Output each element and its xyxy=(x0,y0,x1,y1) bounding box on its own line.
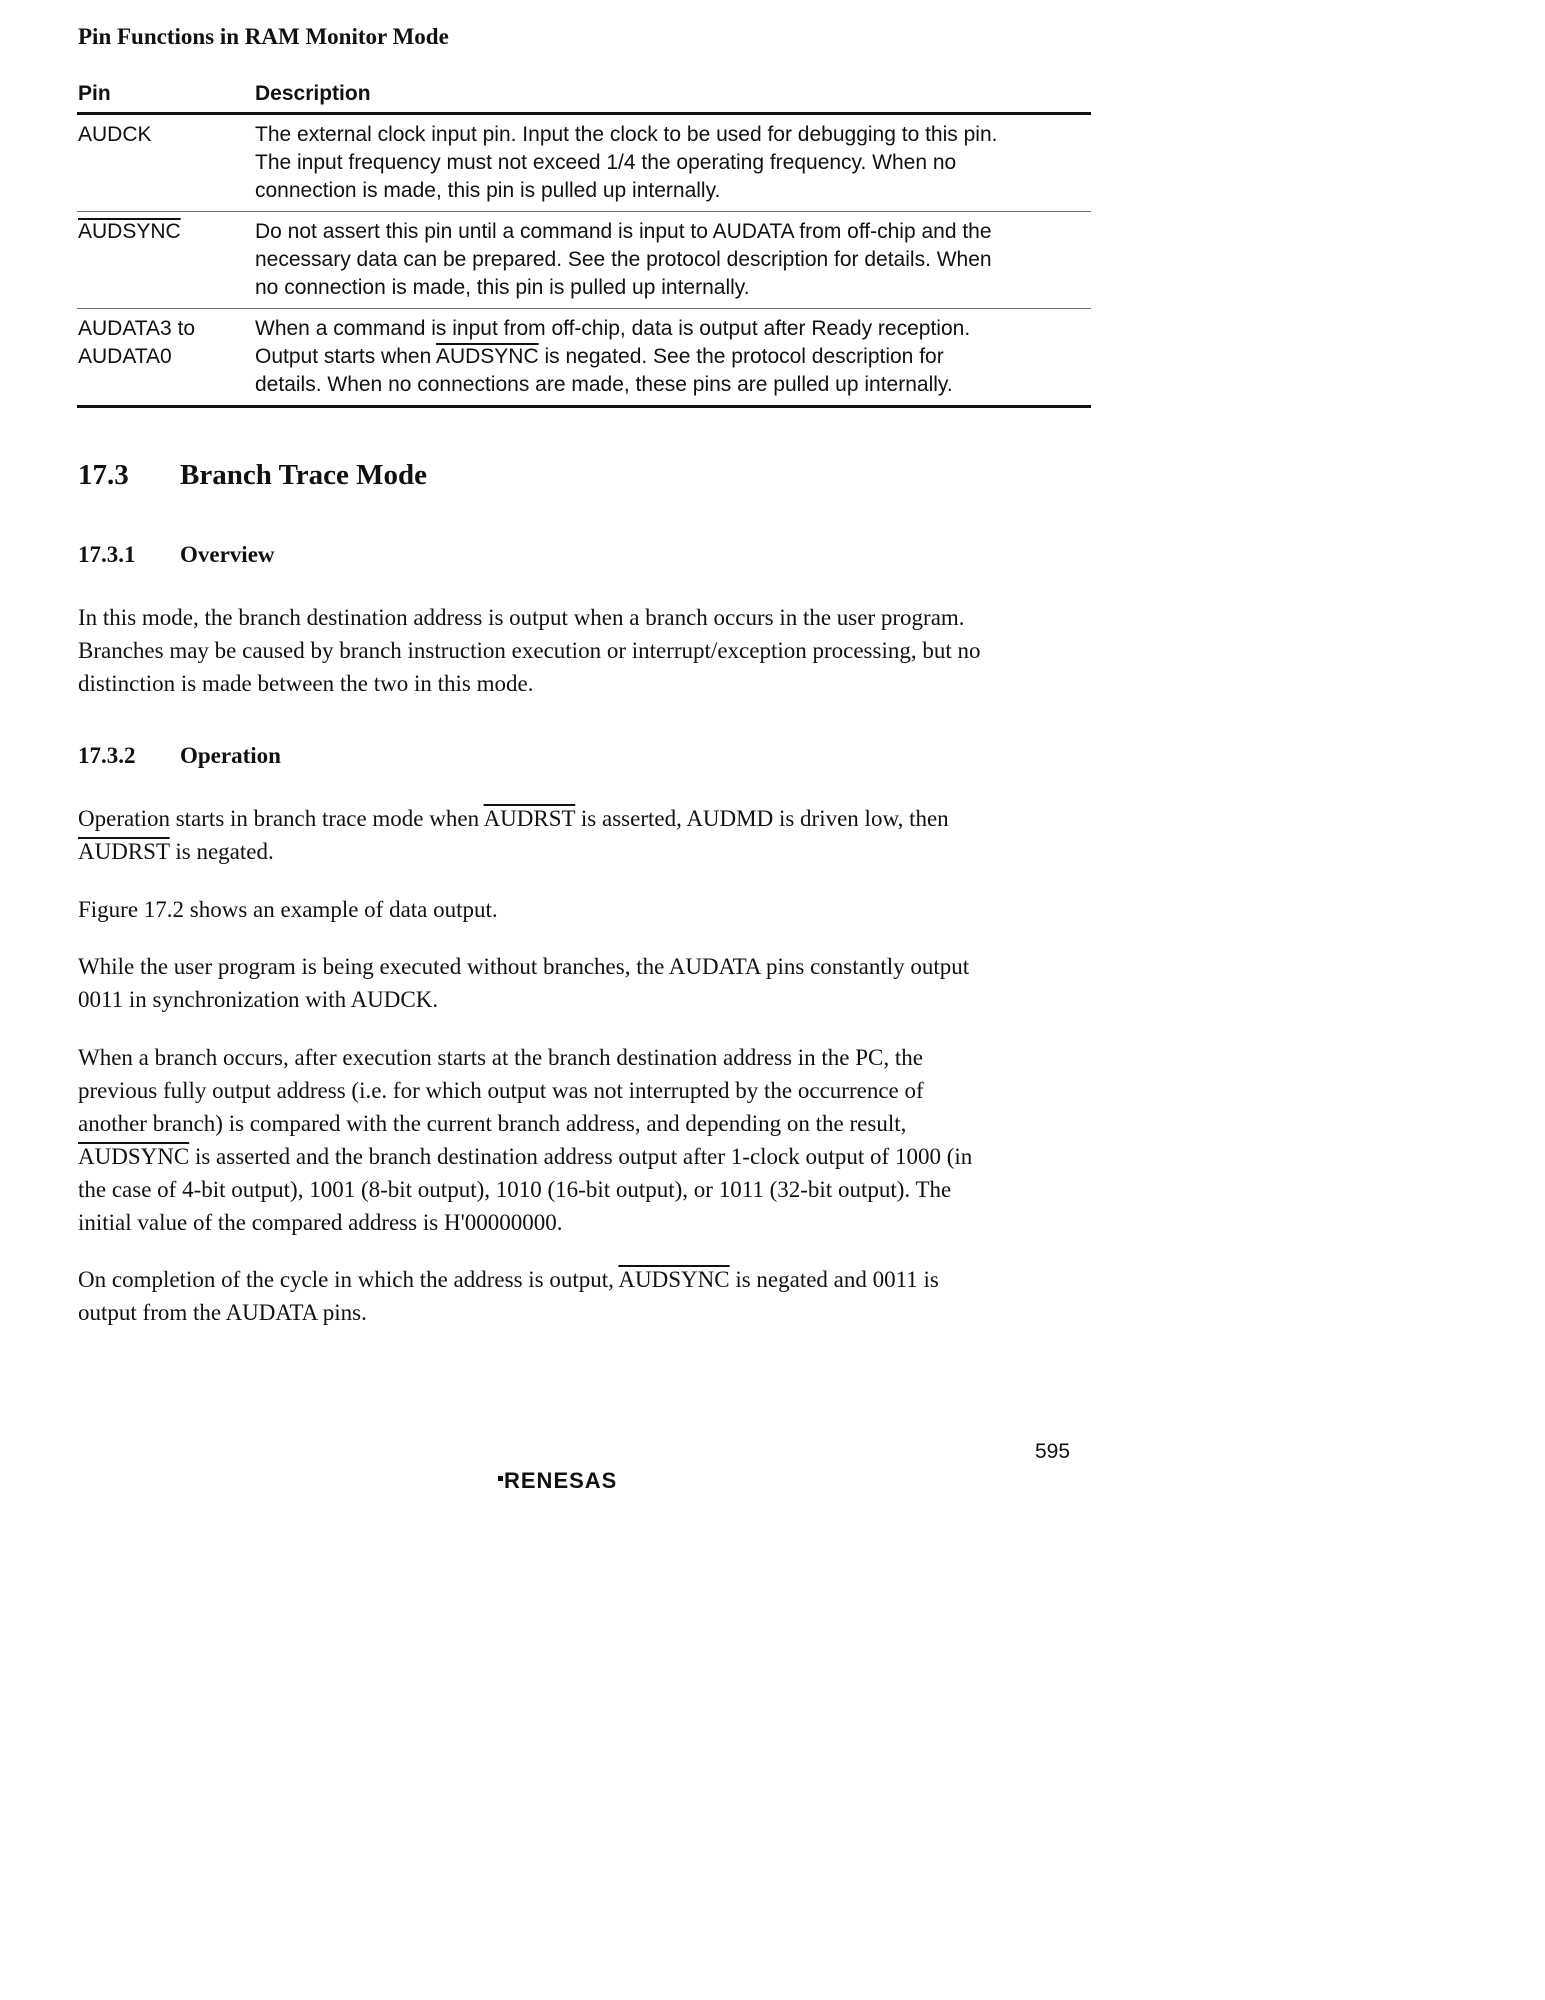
operation-paragraph-1 xyxy=(78,802,949,868)
pin-functions-table xyxy=(77,80,1091,408)
section-heading xyxy=(78,459,427,492)
paragraph-line: In this mode, the branch destination address is output when a branch occurs in the user program. xyxy=(78,605,965,630)
paragraph-line: output from the AUDATA pins. xyxy=(78,1300,367,1325)
signal-audrst: AUDRST xyxy=(78,839,170,864)
description-line: necessary data can be prepared. See the protocol description for details. When xyxy=(255,248,992,271)
operation-paragraph-3 xyxy=(78,950,969,1016)
pin-name: AUDATA3 to xyxy=(78,317,196,340)
renesas-logo xyxy=(498,1467,658,1500)
header-description: Description xyxy=(255,82,371,105)
description-line: connection is made, this pin is pulled up internally. xyxy=(255,179,721,202)
paragraph-line: Figure 17.2 shows an example of data output. xyxy=(78,897,498,922)
subsection-number: 17.3.1 xyxy=(78,542,136,567)
pin-cell xyxy=(78,121,248,149)
table-row xyxy=(77,309,1091,405)
subsection-title: Operation xyxy=(180,743,281,768)
description-cell xyxy=(255,218,1091,302)
paragraph-line: 0011 in synchronization with AUDCK. xyxy=(78,987,439,1012)
subsection-number: 17.3.2 xyxy=(78,743,136,768)
text-run: Operation starts in branch trace mode when xyxy=(78,806,484,831)
paragraph-line: While the user program is being executed without branches, the AUDATA pins constantly output xyxy=(78,954,970,979)
overview-paragraph xyxy=(78,601,980,700)
pin-cell xyxy=(78,315,248,371)
description-line xyxy=(255,343,1091,371)
paragraph-line xyxy=(78,802,949,835)
table-row xyxy=(77,212,1091,308)
text-run: On completion of the cycle in which the address is output, xyxy=(78,1267,619,1292)
description-line: details. When no connections are made, these pins are pulled up internally. xyxy=(255,373,953,396)
description-cell xyxy=(255,315,1091,399)
signal-audsync: AUDSYNC xyxy=(618,1267,730,1292)
table-title: Pin Functions in RAM Monitor Mode xyxy=(78,24,449,49)
section-title: Branch Trace Mode xyxy=(180,459,427,491)
description-line: When a command is input from off-chip, data is output after Ready reception. xyxy=(255,317,971,340)
paragraph-line: the case of 4-bit output), 1001 (8-bit output), 1010 (16-bit output), or 1011 (32-bit output). The xyxy=(78,1177,952,1202)
paragraph-line: initial value of the compared address is H'00000000. xyxy=(78,1210,563,1235)
paragraph-line xyxy=(78,1140,972,1173)
operation-paragraph-5 xyxy=(78,1263,939,1329)
paragraph-line: When a branch occurs, after execution starts at the branch destination address in the PC, the xyxy=(78,1045,923,1070)
text-run: is negated. xyxy=(169,839,274,864)
paragraph-line: Branches may be caused by branch instruction execution or interrupt/exception processing, but no xyxy=(78,638,981,663)
subsection-heading-overview xyxy=(78,542,275,568)
text-run: is asserted, AUDMD is driven low, then xyxy=(575,806,949,831)
signal-audsync: AUDSYNC xyxy=(78,1144,190,1169)
description-line: no connection is made, this pin is pulled up internally. xyxy=(255,276,750,299)
renesas-logo-mark xyxy=(498,1467,658,1495)
table-row xyxy=(77,115,1091,211)
signal-audrst: AUDRST xyxy=(483,806,576,831)
page-number: 595 xyxy=(1035,1440,1071,1463)
operation-paragraph-4 xyxy=(78,1041,972,1239)
text-run: Output starts when xyxy=(255,345,436,368)
paragraph-line xyxy=(78,1263,939,1296)
text-run: is asserted and the branch destination address output after 1-clock output of 1000 (in xyxy=(189,1144,973,1169)
pin-name: AUDCK xyxy=(78,123,152,146)
description-line: Do not assert this pin until a command is input to AUDATA from off-chip and the xyxy=(255,220,992,243)
table-header-row xyxy=(77,80,1091,112)
subsection-heading-operation xyxy=(78,743,281,769)
table-bottom-rule xyxy=(77,405,1091,408)
description-cell xyxy=(255,121,1091,205)
signal-audsync: AUDSYNC xyxy=(435,345,539,368)
text-run: is negated and 0011 is xyxy=(729,1267,939,1292)
paragraph-line: distinction is made between the two in this mode. xyxy=(78,671,534,696)
svg-text:RENESAS: RENESAS xyxy=(504,1468,618,1493)
paragraph-line: another branch) is compared with the current branch address, and depending on the result, xyxy=(78,1111,907,1136)
text-run: is negated. See the protocol description for xyxy=(538,345,944,368)
description-line: The input frequency must not exceed 1/4 the operating frequency. When no xyxy=(255,151,957,174)
description-line: The external clock input pin. Input the clock to be used for debugging to this pin. xyxy=(255,123,998,146)
subsection-title: Overview xyxy=(180,542,275,567)
pin-name: AUDATA0 xyxy=(78,345,172,368)
header-pin: Pin xyxy=(78,82,111,105)
pin-cell xyxy=(78,218,248,246)
paragraph-line xyxy=(78,835,949,868)
operation-paragraph-2 xyxy=(78,893,498,926)
section-number: 17.3 xyxy=(78,459,129,491)
pin-name: AUDSYNC xyxy=(78,220,181,243)
paragraph-line: previous fully output address (i.e. for which output was not interrupted by the occurrence of xyxy=(78,1078,924,1103)
